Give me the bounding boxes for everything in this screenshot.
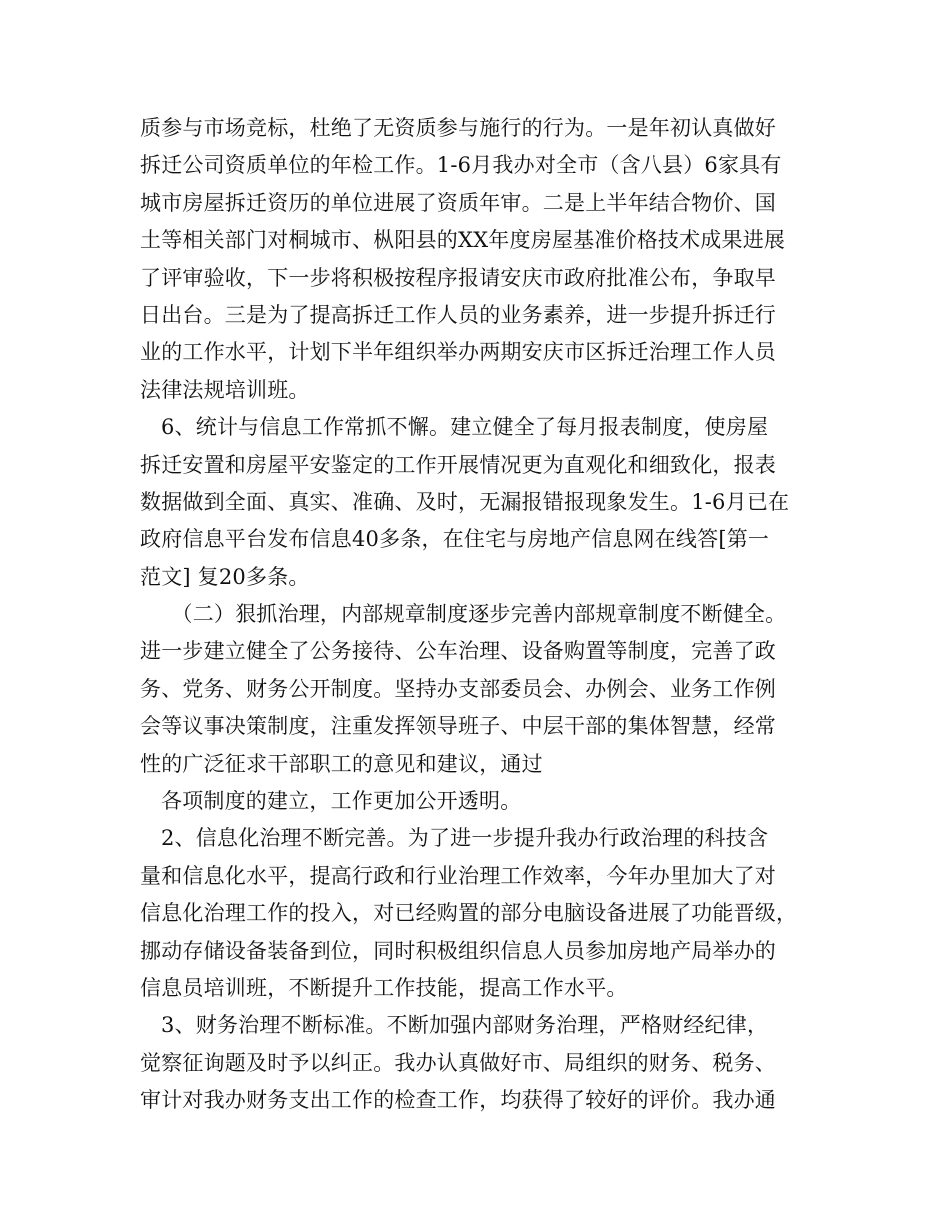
text-line: 进一步建立健全了公务接待、公车治理、设备购置等制度，完善了政: [140, 639, 776, 664]
text-line: 挪动存储设备装备到位，同时积极组织信息人员参加房地产局举办的: [140, 938, 776, 963]
text-line: 日出台。三是为了提高拆迁工作人员的业务素养，进一步提升拆迁行: [140, 302, 776, 327]
text-line: 业的工作水平，计划下半年组织举办两期安庆市区拆迁治理工作人员: [140, 340, 776, 365]
document-body: [140, 110, 830, 1120]
text-line: 政府信息平台发布信息40多条，在住宅与房地产信息网在线答[第一: [140, 527, 770, 552]
text-line: 城市房屋拆迁资历的单位进展了资质年审。二是上半年结合物价、国: [140, 190, 776, 215]
text-line: 6、统计与信息工作常抓不懈。建立健全了每月报表制度，使房屋: [161, 415, 769, 440]
text-line: 3、财务治理不断标准。不断加强内部财务治理，严格财经纪律，: [161, 1013, 769, 1038]
text-line: 拆迁安置和房屋平安鉴定的工作开展情况更为直观化和细致化，报表: [140, 452, 776, 477]
text-line: 2、信息化治理不断完善。为了进一步提升我办行政治理的科技含: [161, 826, 769, 851]
text-line: 拆迁公司资质单位的年检工作。1-6月我办对全市（含八县）6家具有: [140, 153, 782, 178]
text-line: 觉察征询题及时予以纠正。我办认真做好市、局组织的财务、税务、: [140, 1050, 776, 1075]
text-line: 数据做到全面、真实、准确、及时，无漏报错报现象发生。1-6月已在: [140, 489, 790, 514]
text-line: 信息员培训班，不断提升工作技能，提高工作水平。: [140, 975, 628, 1000]
text-line: 性的广泛征求干部职工的意见和建议，通过: [140, 751, 543, 776]
text-line: 质参与市场竞标，杜绝了无资质参与施行的行为。一是年初认真做好: [140, 116, 776, 140]
text-line: 量和信息化水平，提高行政和行业治理工作效率，今年办里加大了对: [140, 863, 776, 888]
text-line: 法律法规培训班。: [140, 377, 310, 402]
text-line: 土等相关部门对桐城市、枞阳县的XX年度房屋基准价格技术成果进展: [140, 228, 786, 253]
text-line: （二）狠抓治理，内部规章制度逐步完善内部规章制度不断健全。: [171, 602, 787, 627]
text-line: 会等议事决策制度，注重发挥领导班子、中层干部的集体智慧，经常: [140, 714, 776, 739]
text-line: 务、党务、财务公开制度。坚持办支部委员会、办例会、业务工作例: [140, 676, 776, 701]
text-line: 各项制度的建立，工作更加公开透明。: [161, 789, 522, 814]
text-line: 审计对我办财务支出工作的检查工作，均获得了较好的评价。我办通: [140, 1088, 776, 1113]
text-line: 了评审验收，下一步将积极按程序报请安庆市政府批准公布，争取早: [140, 265, 776, 290]
text-line: 信息化治理工作的投入，对已经购置的部分电脑设备进展了功能晋级，: [140, 901, 798, 926]
text-line: 范文] 复20多条。: [140, 564, 310, 589]
